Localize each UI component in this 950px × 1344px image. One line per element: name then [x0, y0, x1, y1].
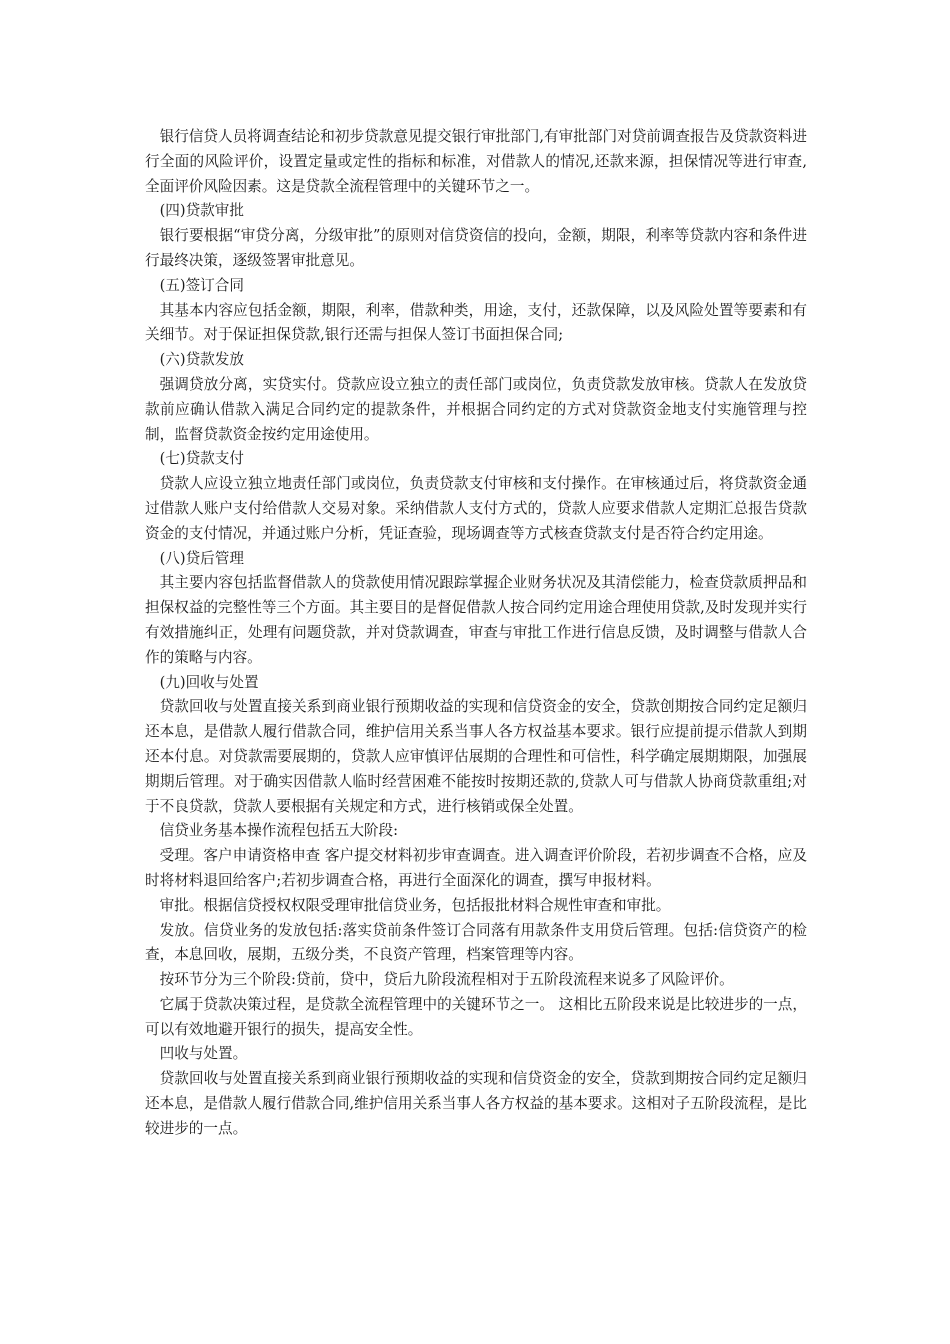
- paragraph-recovery-heading: 凹收与处置。: [159, 1045, 248, 1063]
- heading-post-loan-management: (八)贷后管理: [159, 549, 244, 567]
- paragraph-loan-disbursement: 强调贷放分离，实贷实付。贷款应设立独立的责任部门或岗位，负责贷款发放审核。贷款人在发放贷款前应确认借款入满足合同约定的提款条件，并根据合同约定的方式对贷款资金地支付实施管理与控制，监督贷款资金按约定用途使用。: [145, 375, 807, 443]
- paragraph-decision-process: 它属于贷款决策过程，是贷款全流程管理中的关键环节之一。 这相比五阶段来说是比较进步的一点，可以有效地避开银行的损失，提高安全性。: [145, 995, 807, 1038]
- paragraph-three-phases: 按环节分为三个阶段:贷前，贷中，贷后九阶段流程相对于五阶段流程来说多了风险评价。: [159, 971, 734, 989]
- paragraph-stage-approval: 审批。根据信贷授权权限受理审批信贷业务，包括报批材料合规性审查和审批。: [159, 896, 671, 914]
- paragraph-sign-contract: 其基本内容应包括金额，期限，利率，借款种类，用途，支付，还款保障，以及风险处置等要素和有关细节。对于保证担保贷款,银行还需与担保人签订书面担保合同;: [145, 301, 807, 344]
- paragraph-loan-payment: 贷款人应设立独立地责任部门或岗位，负责贷款支付审核和支付操作。在审核通过后，将贷款资金通过借款人账户支付给借款人交易对象。采纳借款人支付方式的，贷款人应要求借款人定期汇总报告贷款资金的支付情况，并通过账户分析，凭证查验，现场调查等方式核查贷款支付是否符合约定用途。: [145, 475, 807, 542]
- document-body: [145, 125, 807, 1142]
- heading-loan-payment: (七)贷款支付: [159, 450, 244, 468]
- paragraph-recovery-disposal: 贷款回收与处置直接关系到商业银行预期收益的实现和信贷资金的安全，贷款创期按合同约定足额归还本息，是借款人履行借款合同，维护信用关系当事人各方权益基本要求。银行应提前提示借款人到期还本付息。对贷款需要展期的，贷款人应审慎评估展期的合理性和可信性，科学确定展期期限，加强展期期后管理。对于确实因借款人临时经营困难不能按时按期还款的,贷款人可与借款人协商贷款重组;对于不良贷款，贷款人要根据有关规定和方式，进行核销或保全处置。: [145, 698, 807, 815]
- paragraph-stage-acceptance: 受理。客户申请资格申查 客户提交材料初步审查调查。进入调查评价阶段，若初步调查不合格，应及时将材料退回给客户;若初步调查合格，再进行全面深化的调查，撰写申报材料。: [145, 847, 807, 889]
- paragraph-post-loan-management: 其主要内容包括监督借款人的贷款使用情况跟踪掌握企业财务状况及其清偿能力，检查贷款质押品和担保权益的完整性等三个方面。其主要目的是督促借款人按合同约定用途合理使用贷款,及时发现并实行有效措施纠正，处理有问题贷款，并对贷款调查，审查与审批工作进行信息反馈，及时调整与借款人合作的策略与内容。: [145, 574, 807, 666]
- heading-loan-approval: (四)贷款审批: [159, 202, 244, 220]
- paragraph-five-stages-intro: 信贷业务基本操作流程包括五大阶段:: [159, 822, 399, 840]
- paragraph-recovery-summary: 贷款回收与处置直接关系到商业银行预期收益的实现和信贷资金的安全，贷款到期按合同约定足额归还本息，是借款人履行借款合同,维护信用关系当事人各方权益的基本要求。这相对子五阶段流程，是比较进步的一点。: [145, 1070, 807, 1137]
- heading-loan-disbursement: (六)贷款发放: [159, 351, 244, 369]
- paragraph-stage-disbursement: 发放。信贷业务的发放包括:落实贷前条件签订合同落有用款条件支用贷后管理。包括:信贷资产的检查，本息回收，展期，五级分类，不良资产管理，档案管理等内容。: [145, 921, 807, 964]
- paragraph-risk-evaluation: 银行信贷人员将调查结论和初步贷款意见提交银行审批部门,有审批部门对贷前调查报告及贷款资料进行全面的风险评价，设置定量或定性的指标和标准，对借款人的情况,还款来源，担保情况等进行审查,全面评价风险因素。这是贷款全流程管理中的关键环节之一。: [145, 128, 807, 195]
- heading-sign-contract: (五)签订合同: [159, 276, 244, 294]
- paragraph-loan-approval: 银行要根据“审贷分离，分级审批”的原则对信贷资信的投向，金额，期限，利率等贷款内容和条件进行最终决策，逐级签署审批意见。: [145, 227, 807, 269]
- heading-recovery-disposal: (九)回收与处置: [159, 673, 259, 691]
